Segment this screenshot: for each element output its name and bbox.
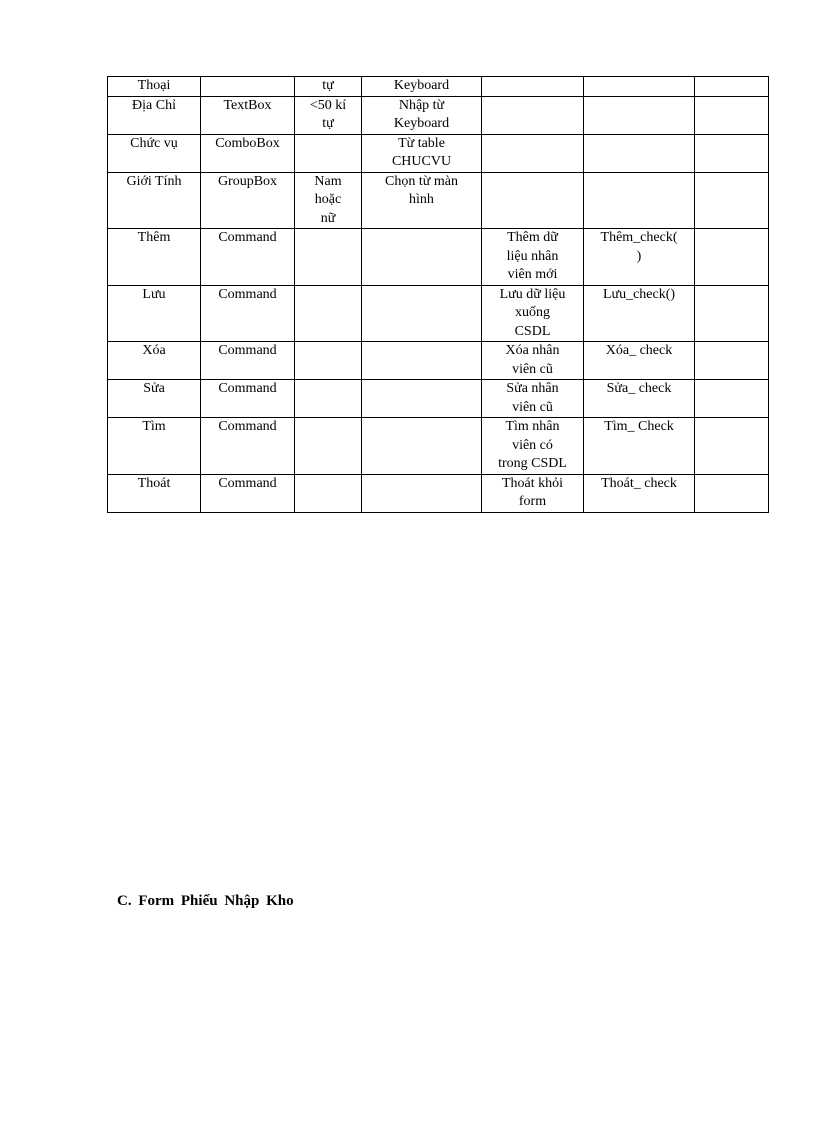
table-cell bbox=[695, 380, 769, 418]
table-cell: Giới Tính bbox=[108, 172, 201, 229]
table-cell: Thoại bbox=[108, 77, 201, 97]
table-cell: Lưu_check() bbox=[584, 285, 695, 342]
table-cell bbox=[584, 96, 695, 134]
table-cell: Thoát bbox=[108, 474, 201, 512]
table-cell bbox=[362, 229, 482, 286]
table-cell bbox=[295, 342, 362, 380]
table-cell: Chức vụ bbox=[108, 134, 201, 172]
table-cell: Thoát_ check bbox=[584, 474, 695, 512]
table-cell: Nhập từ Keyboard bbox=[362, 96, 482, 134]
table-cell bbox=[695, 77, 769, 97]
table-cell bbox=[295, 380, 362, 418]
table-cell bbox=[695, 342, 769, 380]
table-row bbox=[108, 134, 769, 172]
table-cell: Command bbox=[201, 380, 295, 418]
table-cell bbox=[584, 172, 695, 229]
table-cell bbox=[295, 134, 362, 172]
table-cell: Địa Chỉ bbox=[108, 96, 201, 134]
table-cell: Nam hoặc nữ bbox=[295, 172, 362, 229]
table-cell: Thêm dữ liệu nhân viên mới bbox=[482, 229, 584, 286]
table-row bbox=[108, 380, 769, 418]
table-cell bbox=[295, 229, 362, 286]
table-cell: Từ table CHUCVU bbox=[362, 134, 482, 172]
table-cell: Thêm_check( ) bbox=[584, 229, 695, 286]
table-cell bbox=[695, 172, 769, 229]
table-cell: Tìm nhân viên có trong CSDL bbox=[482, 418, 584, 475]
table-cell: Keyboard bbox=[362, 77, 482, 97]
table-cell: Sửa_ check bbox=[584, 380, 695, 418]
table-cell bbox=[695, 96, 769, 134]
table-cell: Command bbox=[201, 285, 295, 342]
table-cell: Sửa bbox=[108, 380, 201, 418]
table-cell bbox=[695, 474, 769, 512]
table-cell bbox=[362, 474, 482, 512]
table-cell: Sửa nhân viên cũ bbox=[482, 380, 584, 418]
table-cell bbox=[295, 474, 362, 512]
table-row bbox=[108, 229, 769, 286]
table-cell: Xóa bbox=[108, 342, 201, 380]
table-cell bbox=[482, 134, 584, 172]
table-cell bbox=[362, 380, 482, 418]
table-cell: Thêm bbox=[108, 229, 201, 286]
table-cell: Tìm bbox=[108, 418, 201, 475]
table-row bbox=[108, 77, 769, 97]
table-cell: tự bbox=[295, 77, 362, 97]
table-cell: Command bbox=[201, 418, 295, 475]
table-cell: Tìm_ Check bbox=[584, 418, 695, 475]
table-cell bbox=[295, 285, 362, 342]
table-cell bbox=[482, 96, 584, 134]
table-cell: ComboBox bbox=[201, 134, 295, 172]
table-cell bbox=[695, 134, 769, 172]
table-row bbox=[108, 474, 769, 512]
table-cell bbox=[584, 134, 695, 172]
table-cell: Command bbox=[201, 229, 295, 286]
table-cell bbox=[362, 285, 482, 342]
table-cell bbox=[295, 418, 362, 475]
table-cell: <50 kí tự bbox=[295, 96, 362, 134]
table-cell bbox=[695, 229, 769, 286]
control-spec-table bbox=[107, 76, 769, 513]
table-cell bbox=[201, 77, 295, 97]
table-row bbox=[108, 96, 769, 134]
table-cell: Lưu bbox=[108, 285, 201, 342]
table-cell: Xóa nhân viên cũ bbox=[482, 342, 584, 380]
table-cell: Chọn từ màn hình bbox=[362, 172, 482, 229]
table-cell: Thoát khỏi form bbox=[482, 474, 584, 512]
table-cell bbox=[362, 342, 482, 380]
table-cell: TextBox bbox=[201, 96, 295, 134]
table-row bbox=[108, 172, 769, 229]
table-cell bbox=[362, 418, 482, 475]
table-cell: Command bbox=[201, 474, 295, 512]
section-heading: C. Form Phiếu Nhập Kho bbox=[117, 893, 294, 909]
table-row bbox=[108, 342, 769, 380]
table-cell: GroupBox bbox=[201, 172, 295, 229]
table-cell bbox=[584, 77, 695, 97]
table-cell bbox=[695, 418, 769, 475]
table-cell bbox=[482, 172, 584, 229]
table-cell: Xóa_ check bbox=[584, 342, 695, 380]
table-cell: Command bbox=[201, 342, 295, 380]
table-cell bbox=[482, 77, 584, 97]
table-row bbox=[108, 418, 769, 475]
table-row bbox=[108, 285, 769, 342]
table-cell bbox=[695, 285, 769, 342]
table-cell: Lưu dữ liệu xuống CSDL bbox=[482, 285, 584, 342]
